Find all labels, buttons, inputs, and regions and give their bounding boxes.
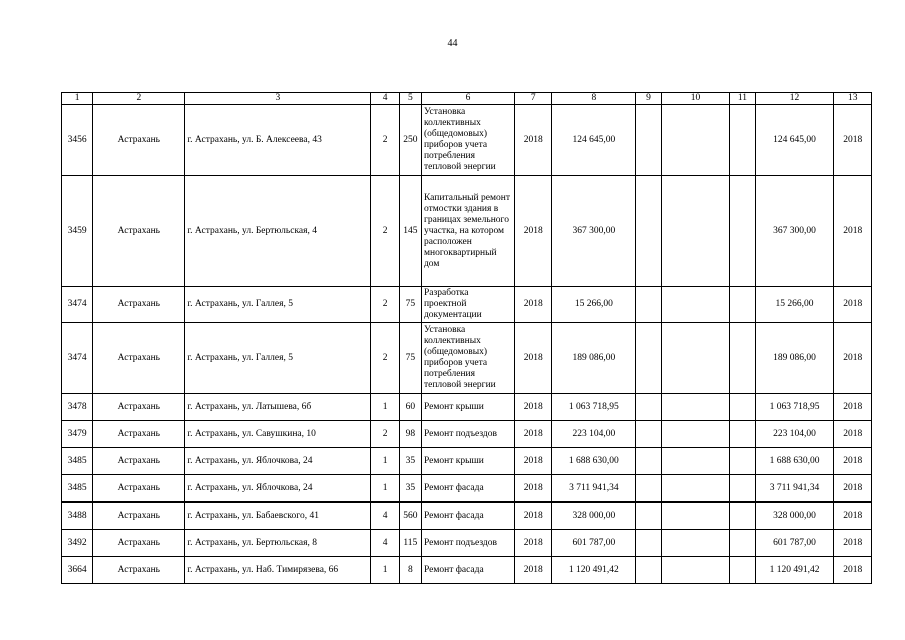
cell-col9 <box>636 323 661 394</box>
work-type: Ремонт подъездов <box>421 421 514 448</box>
cell-col5: 98 <box>399 421 421 448</box>
cell-col4: 1 <box>371 557 399 584</box>
column-header: 8 <box>552 93 636 105</box>
column-header: 5 <box>399 93 421 105</box>
address: г. Астрахань, ул. Бертюльская, 8 <box>185 530 371 557</box>
cell-col13: 2018 <box>834 557 872 584</box>
cell-col10 <box>661 448 730 475</box>
cell-col9 <box>636 475 661 503</box>
object-id: 3488 <box>62 502 93 530</box>
table-row <box>62 394 872 421</box>
column-header: 12 <box>755 93 834 105</box>
amount: 189 086,00 <box>552 323 636 394</box>
cell-col5: 250 <box>399 105 421 176</box>
cell-col13: 2018 <box>834 287 872 323</box>
total: 1 063 718,95 <box>755 394 834 421</box>
cell-col11 <box>730 421 755 448</box>
cell-col5: 60 <box>399 394 421 421</box>
address: г. Астрахань, ул. Наб. Тимирязева, 66 <box>185 557 371 584</box>
table-row <box>62 557 872 584</box>
address: г. Астрахань, ул. Яблочкова, 24 <box>185 475 371 503</box>
cell-col11 <box>730 323 755 394</box>
cell-col11 <box>730 475 755 503</box>
work-type: Ремонт крыши <box>421 448 514 475</box>
amount: 1 063 718,95 <box>552 394 636 421</box>
cell-col13: 2018 <box>834 105 872 176</box>
total: 223 104,00 <box>755 421 834 448</box>
cell-col13: 2018 <box>834 475 872 503</box>
cell-col4: 4 <box>371 502 399 530</box>
cell-col4: 2 <box>371 421 399 448</box>
cell-col4: 2 <box>371 176 399 287</box>
cell-col11 <box>730 557 755 584</box>
amount: 328 000,00 <box>552 502 636 530</box>
column-header: 7 <box>515 93 552 105</box>
column-header: 13 <box>834 93 872 105</box>
total: 15 266,00 <box>755 287 834 323</box>
total: 3 711 941,34 <box>755 475 834 503</box>
year: 2018 <box>515 530 552 557</box>
address: г. Астрахань, ул. Б. Алексеева, 43 <box>185 105 371 176</box>
column-header: 9 <box>636 93 661 105</box>
work-type: Капитальный ремонт отмостки здания в границах земельного участка, на котором расположен многоквартирный дом <box>421 176 514 287</box>
work-type: Ремонт крыши <box>421 394 514 421</box>
cell-col9 <box>636 448 661 475</box>
year: 2018 <box>515 394 552 421</box>
cell-col10 <box>661 502 730 530</box>
address: г. Астрахань, ул. Галлея, 5 <box>185 287 371 323</box>
page-number: 44 <box>447 38 458 49</box>
cell-col10 <box>661 394 730 421</box>
table-row <box>62 323 872 394</box>
table-row <box>62 176 872 287</box>
cell-col11 <box>730 176 755 287</box>
table-row <box>62 502 872 530</box>
total: 1 688 630,00 <box>755 448 834 475</box>
cell-col5: 115 <box>399 530 421 557</box>
work-type: Установка коллективных (общедомовых) приборов учета потребления тепловой энергии <box>421 105 514 176</box>
cell-col13: 2018 <box>834 176 872 287</box>
total: 328 000,00 <box>755 502 834 530</box>
column-header: 2 <box>93 93 185 105</box>
table-row <box>62 421 872 448</box>
cell-col4: 4 <box>371 530 399 557</box>
column-header: 11 <box>730 93 755 105</box>
cell-col13: 2018 <box>834 448 872 475</box>
address: г. Астрахань, ул. Бертюльская, 4 <box>185 176 371 287</box>
cell-col13: 2018 <box>834 323 872 394</box>
cell-col5: 35 <box>399 448 421 475</box>
work-type: Установка коллективных (общедомовых) приборов учета потребления тепловой энергии <box>421 323 514 394</box>
address: г. Астрахань, ул. Яблочкова, 24 <box>185 448 371 475</box>
cell-col4: 2 <box>371 323 399 394</box>
cell-col11 <box>730 287 755 323</box>
amount: 3 711 941,34 <box>552 475 636 503</box>
cell-col10 <box>661 323 730 394</box>
cell-col9 <box>636 105 661 176</box>
cell-col11 <box>730 530 755 557</box>
year: 2018 <box>515 502 552 530</box>
cell-col11 <box>730 105 755 176</box>
cell-col13: 2018 <box>834 421 872 448</box>
cell-col9 <box>636 176 661 287</box>
column-header: 1 <box>62 93 93 105</box>
cell-col10 <box>661 176 730 287</box>
cell-col11 <box>730 448 755 475</box>
column-header: 4 <box>371 93 399 105</box>
object-id: 3664 <box>62 557 93 584</box>
cell-col4: 1 <box>371 394 399 421</box>
city: Астрахань <box>93 421 185 448</box>
year: 2018 <box>515 105 552 176</box>
total: 601 787,00 <box>755 530 834 557</box>
city: Астрахань <box>93 323 185 394</box>
cell-col9 <box>636 557 661 584</box>
city: Астрахань <box>93 530 185 557</box>
city: Астрахань <box>93 287 185 323</box>
total: 124 645,00 <box>755 105 834 176</box>
address: г. Астрахань, ул. Бабаевского, 41 <box>185 502 371 530</box>
city: Астрахань <box>93 557 185 584</box>
cell-col11 <box>730 394 755 421</box>
object-id: 3474 <box>62 323 93 394</box>
cell-col5: 75 <box>399 287 421 323</box>
amount: 367 300,00 <box>552 176 636 287</box>
cell-col10 <box>661 530 730 557</box>
year: 2018 <box>515 448 552 475</box>
amount: 223 104,00 <box>552 421 636 448</box>
cell-col10 <box>661 421 730 448</box>
object-id: 3459 <box>62 176 93 287</box>
amount: 1 688 630,00 <box>552 448 636 475</box>
object-id: 3456 <box>62 105 93 176</box>
city: Астрахань <box>93 475 185 503</box>
cell-col4: 2 <box>371 287 399 323</box>
cell-col4: 1 <box>371 448 399 475</box>
cell-col13: 2018 <box>834 502 872 530</box>
total: 367 300,00 <box>755 176 834 287</box>
cell-col10 <box>661 105 730 176</box>
cell-col5: 8 <box>399 557 421 584</box>
cell-col9 <box>636 421 661 448</box>
cell-col9 <box>636 394 661 421</box>
cell-col5: 75 <box>399 323 421 394</box>
cell-col10 <box>661 475 730 503</box>
cell-col5: 560 <box>399 502 421 530</box>
table-row <box>62 448 872 475</box>
address: г. Астрахань, ул. Галлея, 5 <box>185 323 371 394</box>
cell-col4: 2 <box>371 105 399 176</box>
registry-table <box>61 92 872 584</box>
cell-col11 <box>730 502 755 530</box>
cell-col10 <box>661 287 730 323</box>
year: 2018 <box>515 323 552 394</box>
city: Астрахань <box>93 394 185 421</box>
year: 2018 <box>515 287 552 323</box>
cell-col9 <box>636 502 661 530</box>
city: Астрахань <box>93 105 185 176</box>
work-type: Ремонт фасада <box>421 557 514 584</box>
year: 2018 <box>515 557 552 584</box>
address: г. Астрахань, ул. Латышева, 6б <box>185 394 371 421</box>
header-row <box>62 93 872 105</box>
city: Астрахань <box>93 448 185 475</box>
year: 2018 <box>515 475 552 503</box>
city: Астрахань <box>93 502 185 530</box>
cell-col5: 145 <box>399 176 421 287</box>
column-header: 3 <box>185 93 371 105</box>
column-header: 10 <box>661 93 730 105</box>
year: 2018 <box>515 176 552 287</box>
work-type: Ремонт подъездов <box>421 530 514 557</box>
work-type: Ремонт фасада <box>421 475 514 503</box>
object-id: 3479 <box>62 421 93 448</box>
object-id: 3474 <box>62 287 93 323</box>
table-row <box>62 530 872 557</box>
cell-col10 <box>661 557 730 584</box>
total: 189 086,00 <box>755 323 834 394</box>
table-row <box>62 475 872 503</box>
address: г. Астрахань, ул. Савушкина, 10 <box>185 421 371 448</box>
amount: 601 787,00 <box>552 530 636 557</box>
cell-col13: 2018 <box>834 530 872 557</box>
total: 1 120 491,42 <box>755 557 834 584</box>
cell-col4: 1 <box>371 475 399 503</box>
cell-col5: 35 <box>399 475 421 503</box>
cell-col9 <box>636 287 661 323</box>
city: Астрахань <box>93 176 185 287</box>
cell-col9 <box>636 530 661 557</box>
table-row <box>62 105 872 176</box>
object-id: 3492 <box>62 530 93 557</box>
object-id: 3485 <box>62 448 93 475</box>
amount: 1 120 491,42 <box>552 557 636 584</box>
year: 2018 <box>515 421 552 448</box>
column-header: 6 <box>421 93 514 105</box>
table-row <box>62 287 872 323</box>
amount: 124 645,00 <box>552 105 636 176</box>
object-id: 3485 <box>62 475 93 503</box>
work-type: Разработка проектной документации <box>421 287 514 323</box>
cell-col13: 2018 <box>834 394 872 421</box>
amount: 15 266,00 <box>552 287 636 323</box>
work-type: Ремонт фасада <box>421 502 514 530</box>
object-id: 3478 <box>62 394 93 421</box>
